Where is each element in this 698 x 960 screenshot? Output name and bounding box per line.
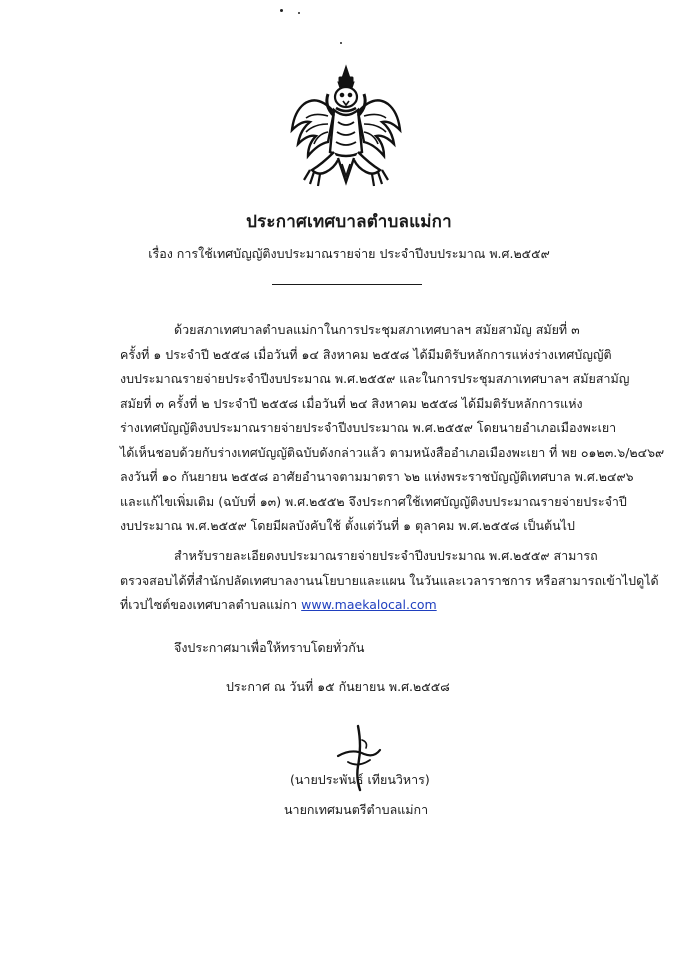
paragraph-1-line: งบประมาณรายจ่ายประจำปีงบประมาณ พ.ศ.๒๕๕๙ และในการประชุมสภาเทศบาลฯ สมัยสามัญ	[120, 371, 630, 386]
paragraph-2-line: ตรวจสอบได้ที่สำนักปลัดเทศบาลงานนโยบายและแผน ในวันและเวลาราชการ หรือสามารถเข้าไปดูได้	[120, 572, 659, 588]
announcement-subject: เรื่อง การใช้เทศบัญญัติงบประมาณรายจ่าย ประจำปีงบประมาณ พ.ศ.๒๕๕๙	[148, 246, 550, 261]
signatory-name: (นายประพันธ์ เทียนวิหาร)	[290, 772, 430, 787]
scan-speck	[298, 12, 300, 14]
paragraph-1-line: สมัยที่ ๓ ครั้งที่ ๒ ประจำปี ๒๕๕๘ เมื่อวันที่ ๒๔ สิงหาคม ๒๕๕๘ ได้มีมติรับหลักการแห่ง	[120, 395, 583, 411]
paragraph-2	[120, 544, 659, 618]
paragraph-1-line: งบประมาณ พ.ศ.๒๕๕๙ โดยมีผลบังคับใช้ ตั้งแต่วันที่ ๑ ตุลาคม พ.ศ.๒๕๕๘ เป็นต้นไป	[120, 518, 575, 533]
paragraph-1	[120, 318, 665, 539]
garuda-emblem-icon	[288, 64, 404, 194]
paragraph-3	[120, 636, 600, 661]
website-prefix: ที่เวปไซต์ของเทศบาลตำบลแม่กา	[120, 597, 302, 612]
scan-speck	[340, 42, 342, 44]
title-divider	[272, 284, 422, 285]
paragraph-1-line: ครั้งที่ ๑ ประจำปี ๒๕๕๘ เมื่อวันที่ ๑๔ สิงหาคม ๒๕๕๘ ได้มีมติรับหลักการแห่งร่างเทศบัญญัติ	[120, 346, 612, 362]
paragraph-1-line: ร่างเทศบัญญัติงบประมาณรายจ่ายประจำปีงบประมาณ พ.ศ.๒๕๕๙ โดยนายอำเภอเมืองพะเยา	[120, 420, 617, 435]
paragraph-2-line	[120, 593, 600, 618]
paragraph-1-line: ด้วยสภาเทศบาลตำบลแม่กาในการประชุมสภาเทศบาลฯ สมัยสามัญ สมัยที่ ๓	[174, 322, 580, 337]
website-link[interactable]: www.maekalocal.com	[301, 597, 437, 612]
paragraph-1-line: ได้เห็นชอบด้วยกับร่างเทศบัญญัติฉบับดังกล่าวแล้ว ตามหนังสืออำเภอเมืองพะเยา ที่ พย ๐๑๒๓.๖/๒๔๖๙	[120, 444, 665, 460]
paragraph-1-line: และแก้ไขเพิ่มเติม (ฉบับที่ ๑๓) พ.ศ.๒๕๕๒ จึงประกาศใช้เทศบัญญัติงบประมาณรายจ่ายประจำปี	[120, 493, 627, 509]
paragraph-1-line: ลงวันที่ ๑๐ กันยายน ๒๕๕๘ อาศัยอำนาจตามมาตรา ๖๒ แห่งพระราชบัญญัติเทศบาล พ.ศ.๒๔๙๖	[120, 469, 634, 484]
signatory-position: นายกเทศมนตรีตำบลแม่กา	[284, 802, 429, 817]
announcement-title: ประกาศเทศบาลตำบลแม่กา	[246, 212, 452, 232]
scan-speck	[280, 9, 283, 12]
closing-statement: จึงประกาศมาเพื่อให้ทราบโดยทั่วกัน	[174, 640, 365, 655]
announcement-date: ประกาศ ณ วันที่ ๑๕ กันยายน พ.ศ.๒๕๕๘	[226, 679, 450, 694]
paragraph-2-line: สำหรับรายละเอียดงบประมาณรายจ่ายประจำปีงบประมาณ พ.ศ.๒๕๕๙ สามารถ	[174, 548, 598, 563]
